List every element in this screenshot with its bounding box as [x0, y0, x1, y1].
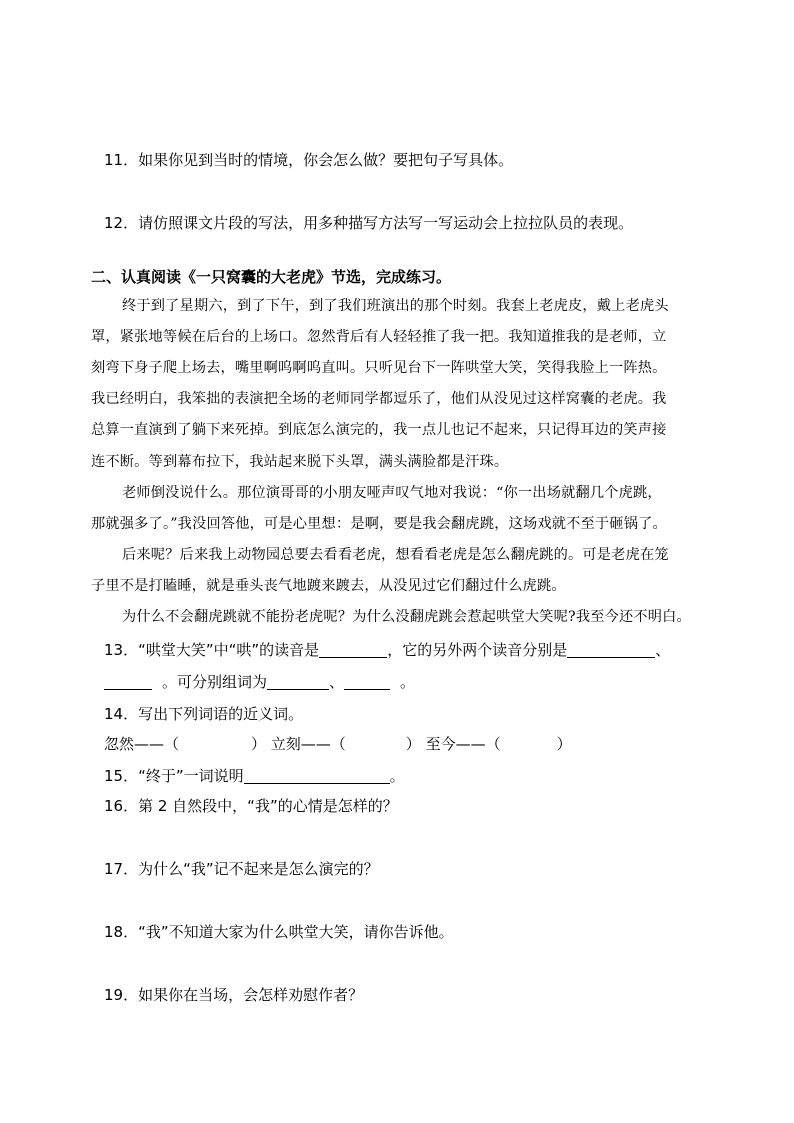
answer-blank[interactable] — [567, 641, 655, 658]
question-12: 12．请仿照课文片段的写法，用多种描写方法写一写运动会上拉拉队员的表现。 — [104, 214, 634, 232]
section-title: 二、认真阅读《一只窝囊的大老虎》节选，完成练习。 — [91, 268, 452, 286]
q13-text: 13．“哄堂大笑”中“哄”的读音是 — [104, 641, 320, 659]
q15-text: 15．“终于”一词说明 — [104, 767, 244, 785]
q13-text: 。 — [400, 673, 416, 691]
answer-blank[interactable] — [319, 641, 387, 658]
passage-line: 总算一直演到了躺下来死掉。到底怎么演完的，我一点儿也记不起来，只记得耳边的笑声接 — [91, 422, 667, 438]
q13-text: ，它的另外两个读音分别是 — [387, 641, 568, 659]
q15-text: 。 — [389, 767, 405, 785]
q14-word: 忽然——（ — [104, 735, 180, 753]
q14-word: ） 立刻——（ — [251, 735, 346, 753]
question-13-cont — [104, 672, 415, 692]
passage-line: 连不断。等到幕布拉下，我站起来脱下头罩，满头满脸都是汗珠。 — [91, 454, 509, 470]
answer-blank[interactable] — [267, 673, 329, 690]
q13-text: 、 — [655, 641, 671, 659]
q14-word: ） 至今——（ — [405, 735, 501, 753]
passage-line: 终于到了星期六，到了下午，到了我们班演出的那个时刻。我套上老虎皮，戴上老虎头 — [122, 298, 669, 314]
question-16: 16．第 2 自然段中，“我”的心情是怎样的？ — [104, 797, 398, 815]
question-18: 18．“我”不知道大家为什么哄堂大笑，请你告诉他。 — [104, 923, 454, 941]
passage-line: 老师倒没说什么。那位演哥哥的小朋友哑声叹气地对我说：“你一出场就翻几个虎跳， — [122, 485, 662, 501]
question-15 — [104, 766, 405, 786]
passage-line: 子里不是打瞌睡，就是垂头丧气地踱来踱去，从没见过它们翻过什么虎跳。 — [91, 578, 566, 594]
passage-line: 我已经明白，我笨拙的表演把全场的老师同学都逗乐了，他们从没见过这样窝囊的老虎。我 — [91, 391, 667, 407]
passage-line: 后来呢？后来我上动物园总要去看看老虎，想看看老虎是怎么翻虎跳的。可是老虎在笼 — [122, 547, 669, 563]
q14-word: ） — [556, 735, 572, 753]
q13-text: 、 — [329, 673, 345, 691]
question-14: 14．写出下列词语的近义词。 — [104, 705, 304, 723]
question-19: 19．如果你在当场，会怎样劝慰作者？ — [104, 986, 364, 1004]
question-11: 11．如果你见到当时的情境，你会怎么做？要把句子写具体。 — [104, 151, 514, 169]
answer-blank[interactable] — [344, 673, 390, 690]
passage-line: 罩，紧张地等候在后台的上场口。忽然背后有人轻轻推了我一把。我知道推我的是老师，立 — [91, 329, 667, 345]
passage-line: 为什么不会翻虎跳就不能扮老虎呢？为什么没翻虎跳会惹起哄堂大笑呢?我至今还不明白。 — [122, 609, 691, 625]
answer-blank[interactable] — [244, 767, 390, 784]
passage-line: 刻弯下身子爬上场去，嘴里啊呜啊呜直叫。只听见台下一阵哄堂大笑，笑得我脸上一阵热。 — [91, 360, 667, 376]
question-13 — [104, 640, 670, 660]
question-14-words — [104, 734, 572, 754]
q13-text: 。可分别组词为 — [162, 673, 268, 691]
question-17: 17．为什么“我”记不起来是怎么演完的？ — [104, 860, 379, 878]
passage-line: 那就强多了。”我没回答他，可是心里想：是啊，要是我会翻虎跳，这场戏就不至于砸锅了。 — [91, 516, 667, 532]
answer-blank[interactable] — [104, 673, 152, 690]
